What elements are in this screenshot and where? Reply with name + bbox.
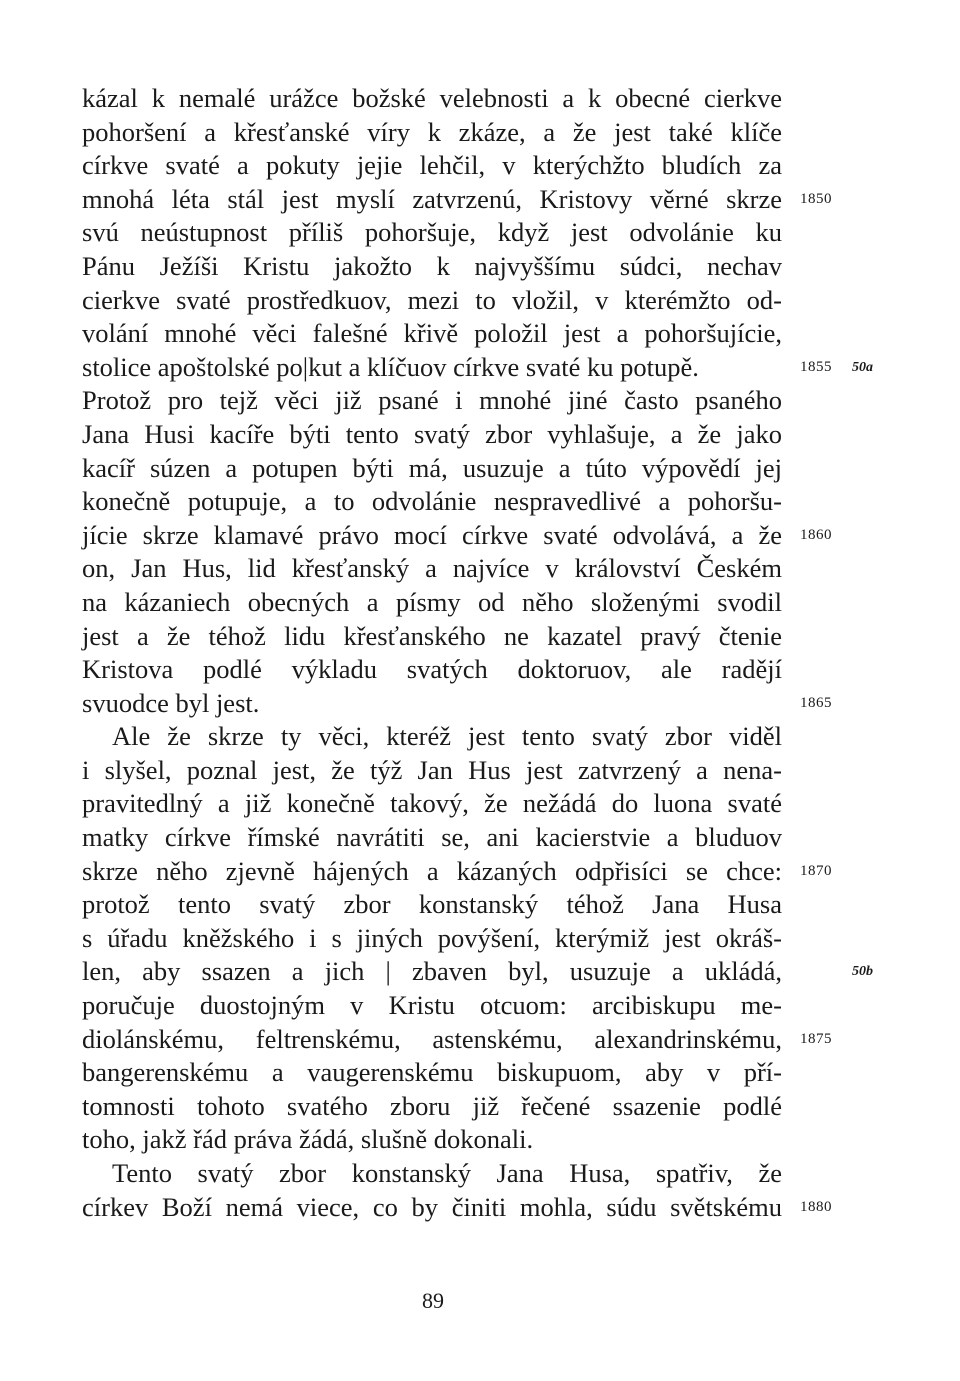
text-line-content: Tento svatý zbor konstanský Jana Husa, spatřiv, že bbox=[112, 1158, 782, 1188]
text-line-content: na kázaniech obecných a písmy od něho složenými svodil bbox=[82, 586, 782, 617]
text-line-content: i slyšel, poznal jest, že týž Jan Hus jest zatvrzený a nena- bbox=[82, 754, 782, 785]
text-line bbox=[82, 384, 782, 418]
line-number-marker: 1865 bbox=[800, 694, 832, 711]
text-line-content: církve svaté a pokuty jejie lehčil, v kterýchžto bludích za bbox=[82, 150, 782, 181]
text-line bbox=[82, 1157, 782, 1191]
text-line-content: svú neústupnost příliš pohoršuje, když jest odvolánie ku bbox=[82, 217, 782, 248]
text-line bbox=[82, 855, 832, 889]
text-line-content: stolice apoštolské po|kut a klíčuov církve svaté ku potupě. bbox=[82, 351, 699, 382]
text-line bbox=[82, 149, 782, 183]
line-number-marker: 1870 bbox=[800, 862, 832, 879]
folio-marker: 50a bbox=[852, 359, 873, 375]
text-line-content: s úřadu kněžského i s jiných povýšení, kterýmiž jest okráš- bbox=[82, 922, 782, 953]
text-line bbox=[82, 821, 782, 855]
text-line bbox=[82, 82, 782, 116]
text-line bbox=[82, 116, 782, 150]
text-line-content: on, Jan Hus, lid křesťanský a najvíce v království Českém bbox=[82, 553, 782, 584]
text-line-content: Kristova podlé výkladu svatých doktoruov, ale radějí bbox=[82, 654, 782, 685]
text-line bbox=[82, 485, 782, 519]
text-line-content: cierkve svaté prostředkuov, mezi to vložil, v kterémžto od- bbox=[82, 284, 782, 315]
text-line bbox=[82, 1191, 832, 1225]
text-line-content: pravitedlný a již konečně takový, že nežádá do luona svaté bbox=[82, 788, 782, 819]
line-number-marker: 1860 bbox=[800, 526, 832, 543]
text-line-content: tomnosti tohoto svatého zboru již řečené ssazenie podlé bbox=[82, 1090, 782, 1121]
text-line bbox=[82, 586, 782, 620]
text-line bbox=[82, 183, 832, 217]
text-line-content: jest a že téhož lidu křesťanského ne kazatel pravý čtenie bbox=[82, 620, 782, 651]
text-line-content: volání mnohé věci falešné křivě položil jest a pohoršujície, bbox=[82, 318, 782, 349]
text-line-content: svuodce byl jest. bbox=[82, 687, 260, 718]
text-line-content: církev Boží nemá viece, co by činiti mohla, súdu světskému bbox=[82, 1191, 782, 1222]
text-line bbox=[82, 1023, 832, 1057]
text-line-content: skrze něho zjevně hájených a kázaných odpřisíci se chce: bbox=[82, 855, 782, 886]
text-line-content: jície skrze klamavé právo mocí církve svaté odvolává, a že bbox=[82, 519, 782, 550]
text-line-content: konečně potupuje, a to odvolánie nespravedlivé a pohoršu- bbox=[82, 486, 782, 517]
text-line-content: poručuje duostojným v Kristu otcuom: arcibiskupu me- bbox=[82, 990, 782, 1021]
text-line bbox=[82, 787, 782, 821]
text-line bbox=[82, 284, 782, 318]
text-line bbox=[82, 620, 782, 654]
text-line-content: mnohá léta stál jest myslí zatvrzenú, Kristovy věrné skrze bbox=[82, 183, 782, 214]
text-line bbox=[82, 552, 782, 586]
text-line bbox=[82, 250, 782, 284]
text-line bbox=[82, 989, 782, 1023]
page-number: 89 bbox=[422, 1288, 444, 1313]
text-line-content: kacíř súzen a potupen býti má, usuzuje a túto výpovědí jej bbox=[82, 452, 782, 483]
text-line-content: Pánu Ježíši Kristu jakožto k najvyššímu súdci, nechav bbox=[82, 250, 782, 281]
text-line bbox=[82, 1090, 782, 1124]
text-line-content: toho, jakž řád práva žádá, slušně dokonali. bbox=[82, 1124, 534, 1155]
text-line-content: matky církve římské navrátiti se, ani kacierstvie a bluduov bbox=[82, 822, 782, 853]
line-number-marker: 1875 bbox=[800, 1030, 832, 1047]
text-line-content: Protož pro tejž věci již psané i mnohé jiné často psaného bbox=[82, 385, 782, 416]
text-line bbox=[82, 418, 782, 452]
text-line bbox=[82, 720, 782, 754]
text-line-content: protož tento svatý zbor konstanský téhož Jana Husa bbox=[82, 889, 782, 920]
text-line-content: Ale že skrze ty věci, kteréž jest tento svatý zbor viděl bbox=[112, 721, 782, 752]
text-line bbox=[82, 317, 782, 351]
text-line-content: bangerenskému a vaugerenskému biskupuom, aby v pří- bbox=[82, 1057, 782, 1088]
line-number-marker: 1880 bbox=[800, 1198, 832, 1215]
text-line bbox=[82, 519, 832, 553]
text-line bbox=[82, 653, 782, 687]
text-line-content: len, aby ssazen a jich | zbaven byl, usuzuje a ukládá, bbox=[82, 956, 782, 987]
text-line-content: pohoršení a křesťanské víry k zkáze, a že jest také klíče bbox=[82, 116, 782, 147]
text-line bbox=[82, 687, 832, 721]
body-text bbox=[82, 82, 873, 1224]
text-line bbox=[82, 888, 782, 922]
text-line bbox=[82, 922, 782, 956]
line-number-marker: 1855 bbox=[800, 358, 832, 375]
text-line-content: Jana Husi kacíře býti tento svatý zbor vyhlašuje, a že jako bbox=[82, 418, 782, 449]
text-line bbox=[82, 1056, 782, 1090]
text-line-content: diolánskému, feltrenskému, astenskému, alexandrinskému, bbox=[82, 1023, 782, 1054]
text-line bbox=[82, 351, 873, 385]
text-line bbox=[82, 754, 782, 788]
line-number-marker: 1850 bbox=[800, 190, 832, 207]
text-line bbox=[82, 1123, 782, 1157]
text-line bbox=[82, 955, 873, 989]
text-line bbox=[82, 452, 782, 486]
text-line-content: kázal k nemalé urážce božské velebnosti a k obecné cierkve bbox=[82, 83, 782, 113]
folio-marker: 50b bbox=[852, 964, 873, 980]
text-line bbox=[82, 216, 782, 250]
